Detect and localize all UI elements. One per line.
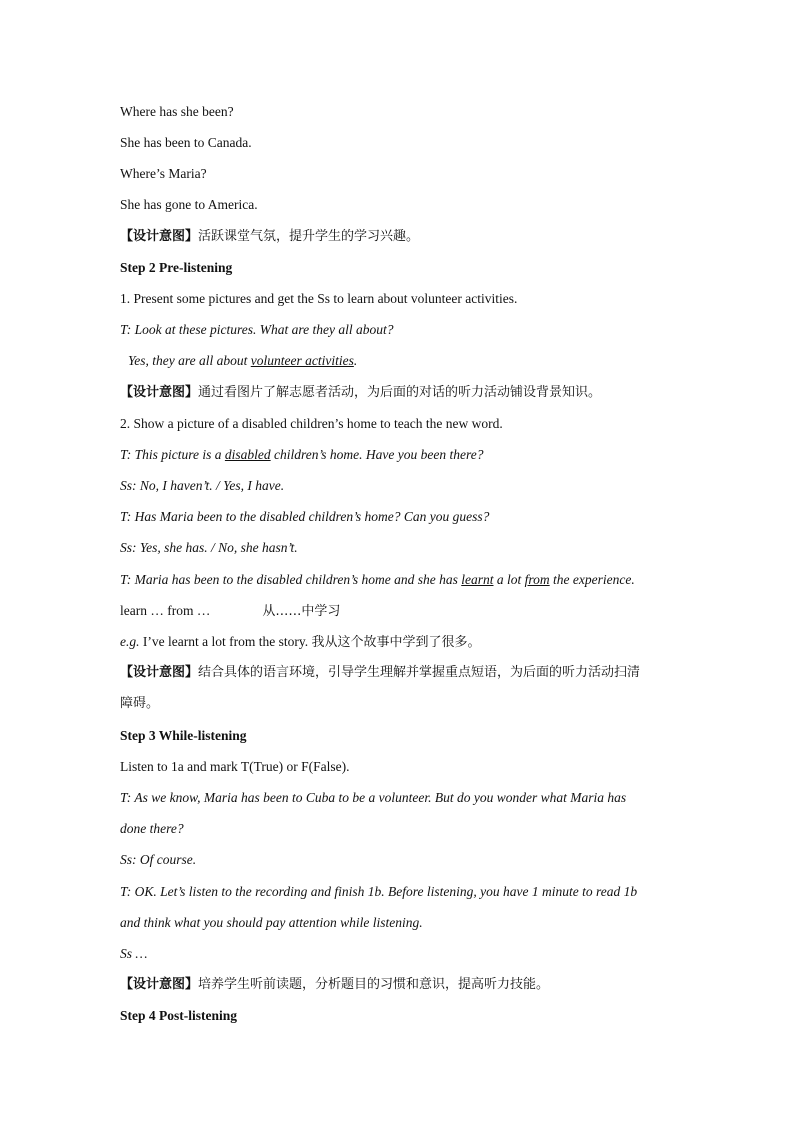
phrase-cn: 从……中学习 <box>262 604 341 619</box>
underlined-word: learnt <box>461 572 494 587</box>
design-intent-text: 活跃课堂气氛，提升学生的学习兴趣。 <box>198 229 420 244</box>
text: T: Look at these pictures. What are they all about? <box>120 322 394 337</box>
dialogue-answer-america <box>120 196 680 214</box>
example-en: I’ve learnt a lot from the story. <box>139 634 312 649</box>
text: T: This picture is a <box>120 447 225 462</box>
teacher-line-recording-cont <box>120 914 680 932</box>
example-cn: 我从这个故事中学到了很多。 <box>311 635 481 650</box>
text: the experience. <box>549 572 635 587</box>
text: T: OK. Let’s listen to the recording and finish 1b. Before listening, you have 1 minute to read 1b <box>120 884 638 899</box>
underlined-word: from <box>524 572 550 587</box>
design-intent-3-cont <box>120 695 680 713</box>
teacher-line-pictures <box>120 321 680 339</box>
text: She has been to Canada. <box>120 135 252 150</box>
text: Ss: Of course. <box>120 852 197 867</box>
underlined-phrase: volunteer activities <box>250 353 354 368</box>
design-intent-2 <box>120 384 680 402</box>
dialogue-answer-canada <box>120 134 680 152</box>
teacher-line-guess <box>120 508 680 526</box>
design-intent-3 <box>120 664 680 682</box>
design-intent-text: 通过看图片了解志愿者活动，为后面的对话的听力活动铺设背景知识。 <box>198 385 602 400</box>
step-2-heading <box>120 259 680 277</box>
answer-volunteer-activities <box>128 352 688 370</box>
text: and think what you should pay attention while listening. <box>120 915 423 930</box>
teacher-line-recording <box>120 883 680 901</box>
students-line-1 <box>120 477 680 495</box>
phrase-learn-from <box>120 602 680 621</box>
step-4-heading <box>120 1007 680 1025</box>
example-sentence <box>120 633 680 652</box>
instruction-listen <box>120 758 680 776</box>
teacher-line-cuba <box>120 789 680 807</box>
text: Step 2 Pre-listening <box>120 260 233 275</box>
design-intent-tag: 【设计意图】 <box>120 229 199 244</box>
design-intent-1 <box>120 228 680 246</box>
text: Yes, they are all about <box>128 353 251 368</box>
teacher-line-disabled <box>120 446 680 464</box>
text: a lot <box>493 572 525 587</box>
phrase-en: learn … from … <box>120 603 211 618</box>
step-3-heading <box>120 727 680 745</box>
instruction-2 <box>120 415 680 433</box>
teacher-line-experience <box>120 571 680 589</box>
students-line-4 <box>120 945 680 963</box>
design-intent-tag: 【设计意图】 <box>120 385 199 400</box>
design-intent-tag: 【设计意图】 <box>120 977 199 992</box>
text: 1. Present some pictures and get the Ss to learn about volunteer activities. <box>120 291 518 306</box>
design-intent-4 <box>120 976 680 994</box>
text: . <box>353 353 358 368</box>
design-intent-text: 障碍。 <box>120 696 160 711</box>
text: Step 4 Post-listening <box>120 1008 238 1023</box>
dialogue-question-she-been <box>120 103 680 121</box>
text: Step 3 While-listening <box>120 728 247 743</box>
teacher-line-cuba-cont <box>120 820 680 838</box>
design-intent-tag: 【设计意图】 <box>120 665 199 680</box>
text: Where has she been? <box>120 104 234 119</box>
text: Ss: No, I haven’t. / Yes, I have. <box>120 478 285 493</box>
text: children’s home. Have you been there? <box>270 447 484 462</box>
students-line-3 <box>120 851 680 869</box>
text: Ss: Yes, she has. / No, she hasn’t. <box>120 540 298 555</box>
text: T: As we know, Maria has been to Cuba to be a volunteer. But do you wonder what Maria has <box>120 790 627 805</box>
text: 2. Show a picture of a disabled children’s home to teach the new word. <box>120 416 503 431</box>
eg-label: e.g. <box>120 634 140 649</box>
text: T: Maria has been to the disabled children’s home and she has <box>120 572 462 587</box>
dialogue-question-maria <box>120 165 680 183</box>
text: She has gone to America. <box>120 197 258 212</box>
underlined-word: disabled <box>224 447 271 462</box>
text: Where’s Maria? <box>120 166 207 181</box>
design-intent-text: 结合具体的语言环境，引导学生理解并掌握重点短语，为后面的听力活动扫清 <box>198 665 641 680</box>
students-line-2 <box>120 539 680 557</box>
design-intent-text: 培养学生听前读题，分析题目的习惯和意识，提高听力技能。 <box>198 977 550 992</box>
text: Listen to 1a and mark T(True) or F(False). <box>120 759 350 774</box>
instruction-1 <box>120 290 680 308</box>
text: Ss … <box>120 946 148 961</box>
text: done there? <box>120 821 184 836</box>
text: T: Has Maria been to the disabled children’s home? Can you guess? <box>120 509 490 524</box>
